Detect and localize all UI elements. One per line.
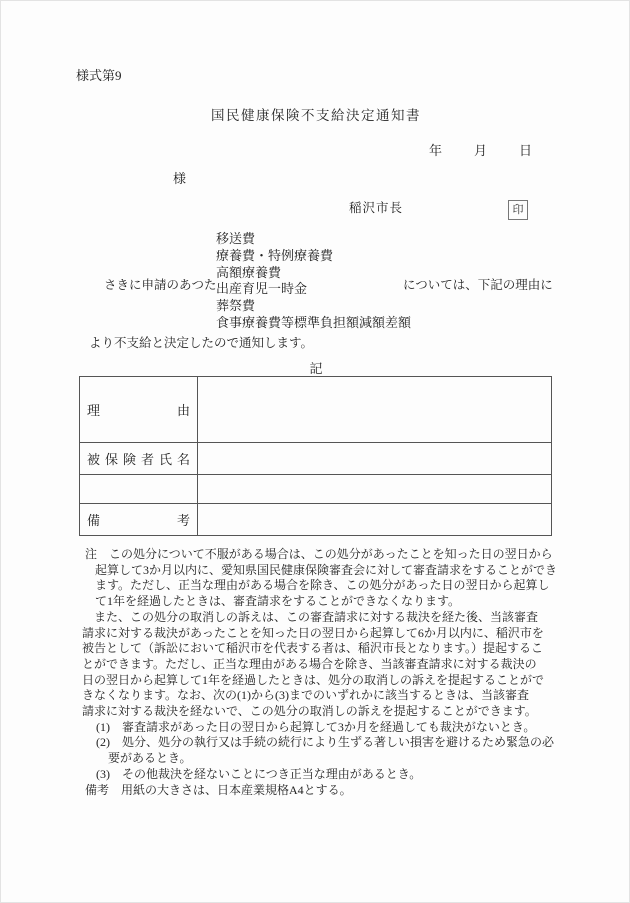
row-label-insured-name: 被保険者氏名 xyxy=(80,443,198,475)
note-line: 請求に対する裁決があったことを知った日の翌日から起算して6か月以内に、稲沢市を xyxy=(82,625,544,640)
benefit-type-list xyxy=(216,231,411,332)
intro-left-text: さきに申請のあつた xyxy=(104,278,217,292)
table-row-reason xyxy=(80,377,552,443)
benefit-type-item: 高額療養費 xyxy=(216,264,282,280)
row-label-blank xyxy=(80,475,198,504)
note-line: 注 この処分について不服がある場合は、この処分があったことを知った日の翌日から xyxy=(85,547,553,561)
row-value-insured-name xyxy=(198,443,552,475)
benefit-type-item: 葬祭費 xyxy=(216,298,256,314)
row-label-reason: 理由 xyxy=(80,377,198,443)
note-line: また、この処分の取消しの訴えは、この審査請求に対する裁決を経た後、当該審査 xyxy=(82,609,539,624)
note-line: とができます。ただし、正当な理由がある場合を除き、当該審査請求に対する裁決の xyxy=(82,656,537,671)
conclusion-text: より不支給と決定したので通知します。 xyxy=(89,336,314,350)
date-year-label: 年 xyxy=(429,143,443,158)
row-value-blank xyxy=(198,475,552,504)
benefit-type-item: 移送費 xyxy=(216,231,256,246)
row-value-reason xyxy=(198,377,552,443)
note-line-remarks: 備考 用紙の大きさは、日本産業規格A4とする。 xyxy=(85,782,352,797)
note-line: 請求に対する裁決を経ないで、この処分の取消しの訴えを提起することができます。 xyxy=(82,704,537,719)
date-day-label: 日 xyxy=(519,143,533,158)
note-line: 日の翌日から起算して1年を経過したときは、処分の取消しの訴えを提起することがで xyxy=(82,672,545,687)
note-line-item-2-cont: 要があるとき。 xyxy=(108,751,192,766)
details-table xyxy=(79,376,552,536)
table-row-insured-name xyxy=(80,443,552,475)
record-marker: 記 xyxy=(309,361,323,376)
notes-block xyxy=(1,547,630,798)
note-line-item-1: (1) 審査請求があった日の翌日から起算して3か月を経過しても裁決がないとき。 xyxy=(96,719,536,734)
issuer-name: 稲沢市長 xyxy=(349,201,404,215)
addressee-honorific: 様 xyxy=(173,171,187,186)
form-number: 様式第9 xyxy=(76,68,122,83)
table-row-remarks xyxy=(80,504,552,536)
date-month-label: 月 xyxy=(474,143,488,158)
seal-label: 印 xyxy=(512,204,524,216)
benefit-type-item: 療養費・特例療養費 xyxy=(216,247,334,263)
note-line: 被告として（訴訟において稲沢市を代表する者は、稲沢市長となります。）提起するこ xyxy=(82,641,544,656)
note-line: て1年を経過したときは、審査請求をすることができなくなります。 xyxy=(95,594,461,609)
benefit-type-item: 食事療養費等標準負担額減額差額 xyxy=(216,314,412,330)
seal-box xyxy=(508,200,528,220)
benefit-type-item: 出産育児一時金 xyxy=(216,281,308,297)
row-value-remarks xyxy=(198,504,552,536)
note-line: 起算して3か月以内に、愛知県国民健康保険審査会に対して審査請求をすることができ xyxy=(95,562,558,577)
row-label-remarks: 備考 xyxy=(80,504,198,536)
table-row-blank xyxy=(80,475,552,504)
intro-right-text: については、下記の理由に xyxy=(403,278,553,292)
note-line-item-3: (3) その他裁決を経ないことにつき正当な理由があるとき。 xyxy=(96,766,422,781)
note-line: きなくなります。なお、次の(1)から(3)までのいずれかに該当するときは、当該審査 xyxy=(82,688,530,703)
note-line: ます。ただし、正当な理由がある場合を除き、この処分があった日の翌日から起算し xyxy=(95,578,550,593)
note-line-item-2: (2) 処分、処分の執行又は手続の続行により生ずる著しい損害を避けるため緊急の必 xyxy=(96,735,554,750)
date-line xyxy=(429,140,532,159)
document-title: 国民健康保険不支給決定通知書 xyxy=(211,108,421,123)
